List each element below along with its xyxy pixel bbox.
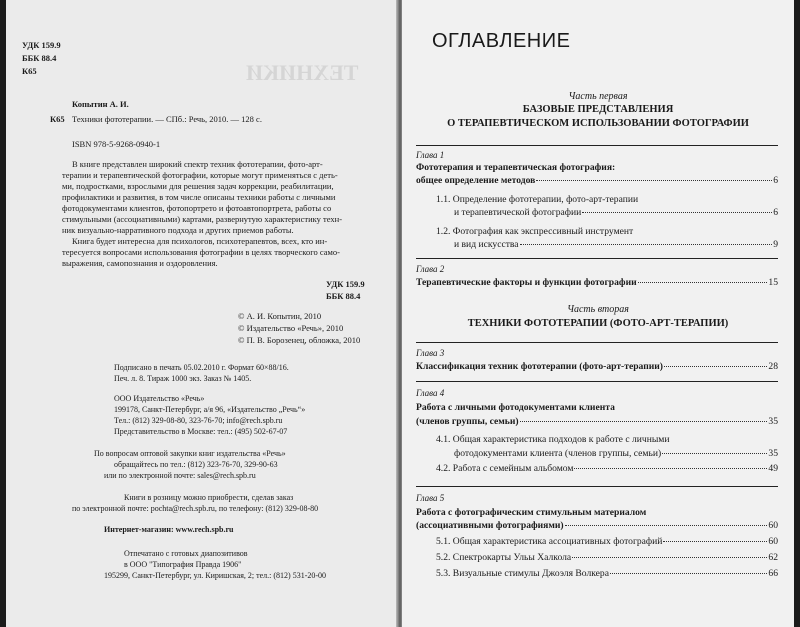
- page-number: 62: [768, 552, 778, 563]
- chapter-rule: [416, 258, 778, 259]
- dot-leader: [662, 453, 767, 454]
- page-number: 49: [768, 463, 778, 474]
- annotation-line: терапии и терапевтической фотографии, которые могут применяться с деть-: [62, 170, 338, 180]
- udk-code: УДК 159.9: [22, 40, 61, 50]
- toc-entry[interactable]: [436, 536, 778, 548]
- chapter-rule: [416, 145, 778, 146]
- toc-entry[interactable]: [416, 277, 778, 289]
- chapter-label: Глава 5: [416, 493, 445, 503]
- toc-entry[interactable]: [416, 520, 778, 532]
- annotation-line: фотодокументами клиентов, фотопортрето и фотоавтопортрета, работы со: [62, 203, 332, 213]
- toc-entry[interactable]: [416, 175, 778, 187]
- annotation-line: ник визуально-нарративного подхода и других приемов работы.: [62, 225, 294, 235]
- toc-entry-title: 5.1. Общая характеристика ассоциативных фотографий: [436, 536, 663, 547]
- toc-entry-title: Классификация техник фототерапии (фото-арт-терапии): [416, 361, 663, 372]
- chapter-rule: [416, 342, 778, 343]
- printer-line: 195299, Санкт-Петербург, ул. Киришская, 2; тел.: (812) 531-20-00: [104, 571, 327, 580]
- annotation-line: В книге представлен широкий спектр техник фототерапии, фото-арт-: [72, 159, 323, 169]
- part-title: О ТЕРАПЕВТИЧЕСКОМ ИСПОЛЬЗОВАНИИ ФОТОГРАФИИ: [447, 118, 749, 129]
- bbk-code: ББК 88.4: [22, 53, 57, 63]
- annotation-line: Книга будет интересна для психологов, психотерапевтов, всех, кто ин-: [72, 236, 328, 246]
- page-number: 66: [768, 568, 778, 579]
- toc-entry[interactable]: [454, 207, 778, 219]
- chapter-title: Работа с личными фотодокументами клиента: [416, 402, 615, 413]
- chapter-label: Глава 2: [416, 264, 445, 274]
- chapter-rule: [416, 486, 778, 487]
- printer-line: Отпечатано с готовых диапозитивов: [124, 549, 248, 558]
- page-number: 15: [768, 277, 778, 288]
- dot-leader: [572, 557, 767, 558]
- author-mark-2: К65: [50, 114, 65, 124]
- page-number: 28: [768, 361, 778, 372]
- toc-entry[interactable]: [454, 239, 778, 251]
- toc-entry[interactable]: [416, 361, 778, 373]
- section-title: 1.2. Фотография как экспрессивный инструмент: [436, 226, 634, 237]
- contents-heading: ОГЛАВЛЕНИЕ: [432, 30, 571, 52]
- part-label: Часть вторая: [567, 304, 629, 315]
- dot-leader: [610, 573, 767, 574]
- toc-entry-title: общее определение методов: [416, 175, 536, 186]
- publisher-line: ООО Издательство «Речь»: [114, 394, 205, 403]
- part-title: ТЕХНИКИ ФОТОТЕРАПИИ (ФОТО-АРТ-ТЕРАПИИ): [467, 318, 729, 329]
- toc-entry-title: фотодокументами клиента (членов группы, семьи): [454, 448, 662, 459]
- show-through-text: ТЕХНИКИ: [246, 60, 359, 85]
- author-mark: К65: [22, 66, 37, 76]
- toc-entry-title: 5.3. Визуальные стимулы Джоэля Волкера: [436, 568, 609, 579]
- toc-entry[interactable]: [436, 463, 778, 475]
- dot-leader: [582, 212, 772, 213]
- section-title: 1.1. Определение фототерапии, фото-арт-терапии: [436, 194, 639, 205]
- page-number: 9: [773, 239, 778, 250]
- chapter-title: Работа с фотографическим стимульным материалом: [416, 507, 647, 518]
- toc-entry-title: 5.2. Спектрокарты Ульы Халкола: [436, 552, 572, 563]
- print-info-line: Подписано в печать 05.02.2010 г. Формат 60×88/16.: [114, 363, 289, 372]
- toc-entry-title: (членов группы, семьи): [416, 416, 519, 427]
- dot-leader: [565, 525, 768, 526]
- print-info-line: Печ. л. 8. Тираж 1000 экз. Заказ № 1405.: [114, 374, 252, 383]
- dot-leader: [520, 244, 773, 245]
- bbk-code-2: ББК 88.4: [326, 291, 361, 301]
- annotation-line: профилактики и развития, в том числе описаны техники работы с личными: [62, 192, 336, 202]
- udk-code-2: УДК 159.9: [326, 279, 365, 289]
- imprint-page: [6, 0, 398, 627]
- toc-entry[interactable]: [436, 552, 778, 564]
- dot-leader: [638, 282, 768, 283]
- retail-line: Книги в розницу можно приобрести, сделав заказ: [124, 493, 294, 502]
- isbn: ISBN 978-5-9268-0940-1: [72, 139, 161, 149]
- copyright-line: © Издательство «Речь», 2010: [238, 323, 344, 333]
- page-number: 60: [768, 536, 778, 547]
- copyright-line: © П. В. Борозенец, обложка, 2010: [238, 335, 361, 345]
- retail-line: по электронной почте: pochta@rech.spb.ru, по телефону: (812) 329-08-80: [72, 504, 319, 513]
- chapter-rule: [416, 381, 778, 382]
- annotation-line: ми, подростками, взрослыми для решения задач коррекции, реабилитации,: [62, 181, 334, 191]
- publisher-line: Тел.: (812) 329-08-80, 323-76-70; info@rech.spb.ru: [114, 416, 283, 425]
- contents-page: [402, 0, 794, 627]
- toc-entry-title: и вид искусства: [454, 239, 519, 250]
- page-number: 60: [768, 520, 778, 531]
- page-number: 6: [773, 207, 778, 218]
- copyright-line: © А. И. Копытин, 2010: [238, 311, 322, 321]
- bibliographic-citation: Техники фототерапии. — СПб.: Речь, 2010. — 128 с.: [72, 114, 262, 124]
- part-title: БАЗОВЫЕ ПРЕДСТАВЛЕНИЯ: [522, 104, 674, 115]
- page-number: 35: [768, 416, 778, 427]
- dot-leader: [520, 421, 768, 422]
- dot-leader: [663, 541, 767, 542]
- author-name: Копытин А. И.: [72, 99, 129, 109]
- toc-entry-title: и терапевтической фотографии: [454, 207, 582, 218]
- online-shop: Интернет-магазин: www.rech.spb.ru: [104, 525, 234, 534]
- publisher-line: 199178, Санкт-Петербург, а/я 96, «Издательство „Речь“»: [114, 405, 306, 414]
- toc-entry[interactable]: [454, 448, 778, 460]
- printer-line: в ООО "Типография Правда 1906": [124, 560, 242, 569]
- chapter-label: Глава 4: [416, 388, 445, 398]
- toc-entry-title: Терапевтические факторы и функции фотографии: [416, 277, 637, 288]
- page-number: 6: [773, 175, 778, 186]
- chapter-title: Фототерапия и терапевтическая фотография:: [416, 162, 616, 173]
- toc-entry-title: 4.2. Работа с семейным альбомом: [436, 463, 574, 474]
- dot-leader: [574, 468, 767, 469]
- dot-leader: [664, 366, 767, 367]
- annotation-line: тересуется вопросами использования фотографии в целях творческого само-: [62, 247, 340, 257]
- publisher-line: Представительство в Москве: тел.: (495) 502-67-07: [114, 427, 288, 436]
- section-title: 4.1. Общая характеристика подходов к работе с личными: [436, 434, 670, 445]
- page-number: 35: [768, 448, 778, 459]
- toc-entry-title: (ассоциативными фотографиями): [416, 520, 564, 531]
- wholesale-line: По вопросам оптовой закупки книг издательства «Речь»: [94, 449, 286, 458]
- dot-leader: [536, 180, 772, 181]
- wholesale-line: обращайтесь по тел.: (812) 323-76-70, 329-90-63: [114, 460, 278, 469]
- annotation-line: стимульными (ассоциативными) картами, развернутую характеристику техн-: [62, 214, 343, 224]
- toc-entry[interactable]: [436, 568, 778, 580]
- annotation-line: выражения, самопознания и оздоровления.: [62, 258, 218, 268]
- part-label: Часть первая: [568, 91, 628, 102]
- chapter-label: Глава 3: [416, 348, 445, 358]
- chapter-label: Глава 1: [416, 150, 445, 160]
- toc-entry[interactable]: [416, 416, 778, 428]
- wholesale-line: или по электронной почте: sales@rech.spb.ru: [104, 471, 256, 480]
